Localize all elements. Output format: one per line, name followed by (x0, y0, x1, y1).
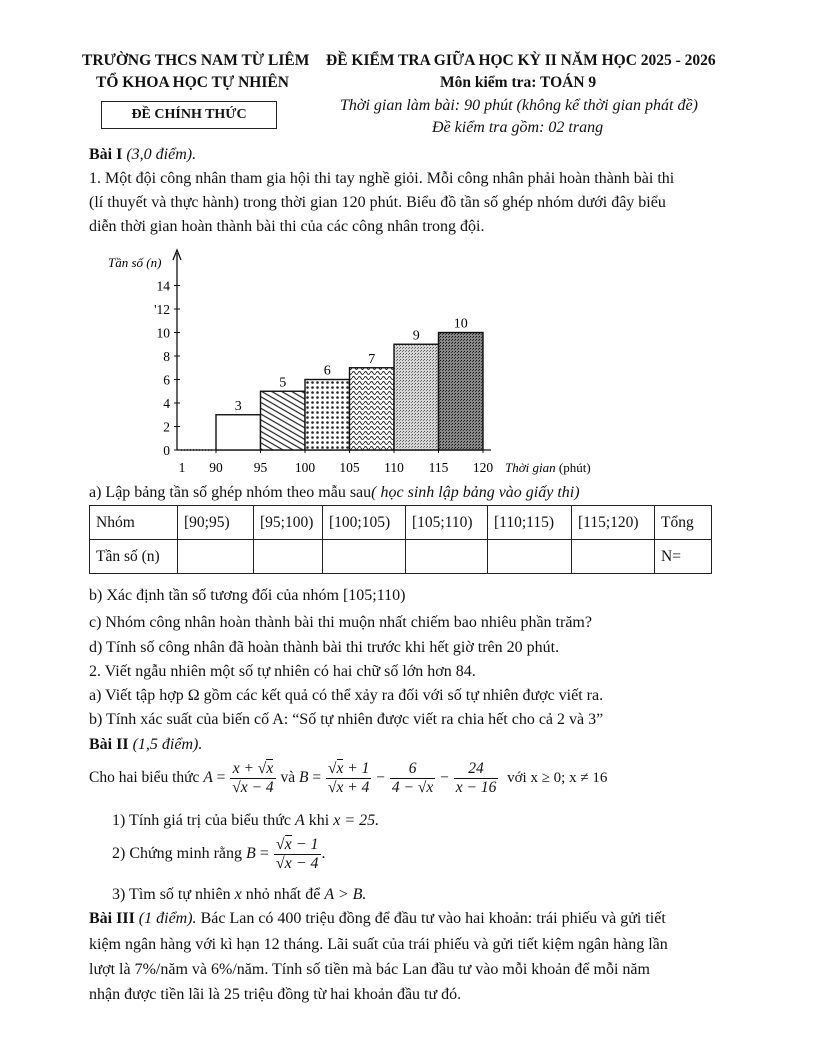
table-cell: Tần số (n) (90, 540, 178, 574)
table-cell: Tổng (655, 506, 712, 540)
table-cell: [110;115) (488, 506, 572, 540)
question-2a: a) Viết tập hợp Ω gồm các kết quả có thể xảy ra đối với số tự nhiên được viết ra. (89, 687, 604, 704)
table-cell (178, 540, 254, 574)
x-tick-label: 1 (178, 460, 186, 475)
x-tick-label: 110 (384, 460, 404, 475)
table-cell: Nhóm (90, 506, 178, 540)
section-3-line-2: kiệm ngân hàng với kì hạn 12 tháng. Lãi suất của trái phiếu và gửi tiết kiệm ngân hàng lần (89, 936, 668, 953)
table-cell (406, 540, 488, 574)
x-tick-label: 120 (472, 460, 494, 475)
question-1c: c) Nhóm công nhân hoàn thành bài thi muộn nhất chiếm bao nhiêu phần trăm? (89, 614, 592, 631)
question-ii-2: 2) Chứng minh rằng B = $\frac{√x - 1}{√x - 4}$ . (112, 836, 326, 872)
department-name: TỔ KHOA HỌC TỰ NHIÊN (96, 74, 289, 91)
y-tick-label: 0 (163, 443, 170, 458)
bar-value-label: 6 (323, 363, 331, 379)
table-cell: [115;120) (572, 506, 655, 540)
exam-duration: Thời gian làm bài: 90 phút (không kể thời gian phát đề) (340, 97, 698, 114)
histogram-bar (305, 380, 350, 451)
section-2-heading: Bài II (1,5 điểm). (89, 736, 203, 753)
official-badge: ĐỀ CHÍNH THỨC (101, 101, 277, 129)
table-cell: [90;95) (178, 506, 254, 540)
table-cell (488, 540, 572, 574)
table-cell: [95;100) (254, 506, 323, 540)
y-tick-label: 8 (163, 349, 170, 364)
section-3-line-3: lượt là 7%/năm và 6%/năm. Tính số tiền mà bác Lan đầu tư vào mỗi khoản để mỗi năm (89, 961, 650, 978)
question-1a: a) Lập bảng tần số ghép nhóm theo mẫu sau( học sinh lập bảng vào giấy thi) (89, 484, 580, 501)
table-cell (572, 540, 655, 574)
bar-value-label: 9 (412, 328, 420, 344)
section-3-line-1: Bài III (1 điểm). Bác Lan có 400 triệu đồng để đầu tư vào hai khoản: trái phiếu và gửi tiết (89, 910, 666, 927)
expression-definition: Cho hai biểu thức A = $\frac{x + √x}{√x - 4}$ và B = $\frac{√x + 1}{√x + 4}$ − $\frac{6}{4 - √x}$ − $\frac{24}{x - 16}$ với x ≥ 0; x ≠ 16 (89, 760, 608, 796)
table-cell: N= (655, 540, 712, 574)
school-name: TRƯỜNG THCS NAM TỪ LIÊM (82, 52, 310, 69)
y-tick-label: '12 (154, 302, 170, 317)
y-tick-label: 14 (156, 278, 170, 294)
y-tick-label: 2 (163, 419, 170, 435)
frequency-table (89, 505, 712, 574)
section-1-heading: Bài I (3,0 điểm). (89, 146, 197, 163)
x-tick-label: 105 (339, 460, 360, 475)
exam-subject: Môn kiểm tra: TOÁN 9 (440, 74, 597, 91)
histogram-bar (394, 344, 439, 450)
q1-line-3: diễn thời gian hoàn thành bài thi của các công nhân trong đội. (89, 218, 485, 235)
x-tick-label: 115 (428, 460, 449, 475)
question-2: 2. Viết ngẫu nhiên một số tự nhiên có hai chữ số lớn hơn 84. (89, 663, 476, 680)
x-tick-label: 100 (294, 460, 316, 475)
domain-condition: với x ≥ 0; x ≠ 16 (507, 770, 608, 787)
bar-value-label: 7 (368, 351, 376, 367)
table-cell (323, 540, 406, 574)
question-1d: d) Tính số công nhân đã hoàn thành bài thi trước khi hết giờ trên 20 phút. (89, 639, 560, 656)
exam-title: ĐỀ KIỂM TRA GIỮA HỌC KỲ II NĂM HỌC 2025 - 2026 (326, 52, 716, 69)
expression-intro: Cho hai biểu thức (89, 769, 200, 787)
q1-line-1: 1. Một đội công nhân tham gia hội thi tay nghề giỏi. Mỗi công nhân phải hoàn thành bài thi (89, 170, 675, 187)
histogram-bar (261, 391, 306, 450)
table-row (90, 540, 712, 574)
x-tick-label: 95 (253, 460, 268, 475)
table-cell (254, 540, 323, 574)
y-tick-label: 6 (163, 372, 170, 388)
question-ii-1: 1) Tính giá trị của biểu thức A khi x = 25. (112, 812, 380, 829)
question-2b: b) Tính xác suất của biến cố A: “Số tự nhiên được viết ra chia hết cho cả 2 và 3” (89, 711, 604, 728)
bar-value-label: 3 (234, 398, 242, 414)
histogram-bar (350, 368, 395, 450)
histogram-bar (216, 415, 261, 450)
y-axis-label: Tần số (n) (108, 255, 162, 270)
table-row (90, 506, 712, 540)
x-axis-label: Thời gian (phút) (505, 460, 591, 475)
page-count: Đề kiểm tra gồm: 02 trang (432, 119, 604, 136)
histogram-bar (439, 333, 484, 451)
question-1b: b) Xác định tần số tương đối của nhóm [105;110) (89, 587, 406, 604)
y-tick-label: 4 (163, 396, 170, 411)
section-3-line-4: nhận được tiền lãi là 25 triệu đồng từ hai khoản đầu tư đó. (89, 986, 462, 1003)
x-tick-label: 90 (209, 460, 223, 475)
bar-value-label: 10 (453, 316, 468, 332)
y-tick-label: 10 (156, 325, 170, 341)
bar-value-label: 5 (279, 375, 287, 391)
q1-line-2: (lí thuyết và thực hành) trong thời gian 120 phút. Biểu đồ tần số ghép nhóm dưới đây biểu (89, 194, 666, 211)
frequency-histogram (100, 245, 620, 480)
table-cell: [105;110) (406, 506, 488, 540)
conjunction: và (280, 769, 296, 787)
table-cell: [100;105) (323, 506, 406, 540)
question-ii-3: 3) Tìm số tự nhiên x nhỏ nhất để A > B. (112, 886, 367, 903)
